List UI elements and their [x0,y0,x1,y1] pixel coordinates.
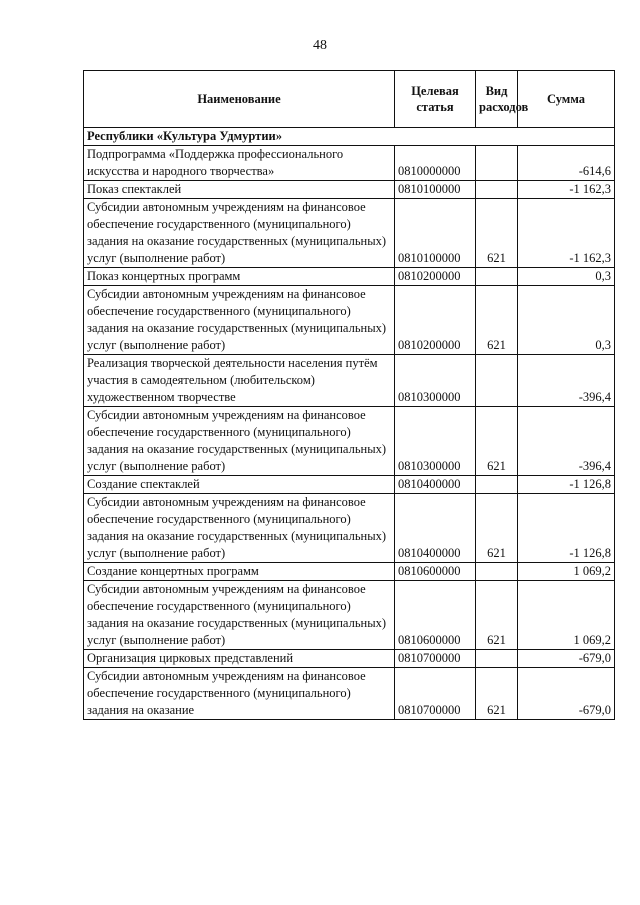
row-code: 0810700000 [395,650,476,668]
row-sum: -1 162,3 [518,199,615,268]
row-code: 0810100000 [395,199,476,268]
table-row [84,407,615,476]
row-code: 0810600000 [395,581,476,650]
row-type [476,650,518,668]
row-type: 621 [476,407,518,476]
row-sum: 1 069,2 [518,563,615,581]
row-type [476,355,518,407]
row-name: Субсидии автономным учреждениям на финансовое обеспечение государственного (муниципального) задания на оказание государственных (муниципальных) услуг (выполнение работ) [84,494,395,563]
row-type [476,146,518,181]
table-row [84,476,615,494]
table-header-row [84,71,615,128]
table-row [84,286,615,355]
row-code: 0810300000 [395,407,476,476]
row-name: Организация цирковых представлений [84,650,395,668]
section-title: Республики «Культура Удмуртии» [84,128,615,146]
row-name: Создание концертных программ [84,563,395,581]
row-type [476,563,518,581]
table-row [84,199,615,268]
row-sum: -396,4 [518,355,615,407]
row-sum: 1 069,2 [518,581,615,650]
table-row [84,146,615,181]
row-name: Субсидии автономным учреждениям на финансовое обеспечение государственного (муниципального) задания на оказание государственных (муниципальных) услуг (выполнение работ) [84,407,395,476]
row-name: Субсидии автономным учреждениям на финансовое обеспечение государственного (муниципального) задания на оказание государственных (муниципальных) услуг (выполнение работ) [84,286,395,355]
row-type: 621 [476,581,518,650]
row-sum: 0,3 [518,286,615,355]
row-code: 0810300000 [395,355,476,407]
section-row [84,128,615,146]
row-sum: -396,4 [518,407,615,476]
table-row [84,581,615,650]
header-type: Вид расходов [476,71,518,128]
row-sum: -614,6 [518,146,615,181]
row-code: 0810400000 [395,494,476,563]
row-code: 0810100000 [395,181,476,199]
row-name: Показ спектаклей [84,181,395,199]
header-code: Целевая статья [395,71,476,128]
page-number: 48 [313,38,327,53]
row-type: 621 [476,286,518,355]
table-row [84,181,615,199]
row-name: Субсидии автономным учреждениям на финансовое обеспечение государственного (муниципального) задания на оказание [84,668,395,720]
row-type: 621 [476,668,518,720]
row-sum: -679,0 [518,668,615,720]
header-name: Наименование [84,71,395,128]
row-name: Субсидии автономным учреждениям на финансовое обеспечение государственного (муниципального) задания на оказание государственных (муниципальных) услуг (выполнение работ) [84,581,395,650]
row-name: Подпрограмма «Поддержка профессионального искусства и народного творчества» [84,146,395,181]
table-row [84,563,615,581]
row-type: 621 [476,494,518,563]
table-row [84,268,615,286]
row-sum: -1 126,8 [518,476,615,494]
table-row [84,668,615,720]
row-sum: -1 162,3 [518,181,615,199]
row-type [476,268,518,286]
budget-table [83,70,615,720]
row-name: Показ концертных программ [84,268,395,286]
row-name: Реализация творческой деятельности населения путём участия в самодеятельном (любительском) художественном творчестве [84,355,395,407]
row-code: 0810700000 [395,668,476,720]
row-sum: 0,3 [518,268,615,286]
table-row [84,355,615,407]
row-name: Субсидии автономным учреждениям на финансовое обеспечение государственного (муниципального) задания на оказание государственных (муниципальных) услуг (выполнение работ) [84,199,395,268]
row-sum: -1 126,8 [518,494,615,563]
row-type [476,476,518,494]
row-code: 0810400000 [395,476,476,494]
row-code: 0810000000 [395,146,476,181]
row-sum: -679,0 [518,650,615,668]
row-type: 621 [476,199,518,268]
row-name: Создание спектаклей [84,476,395,494]
row-code: 0810200000 [395,286,476,355]
table-row [84,650,615,668]
row-code: 0810600000 [395,563,476,581]
row-code: 0810200000 [395,268,476,286]
row-type [476,181,518,199]
table-row [84,494,615,563]
header-sum: Сумма [518,71,615,128]
